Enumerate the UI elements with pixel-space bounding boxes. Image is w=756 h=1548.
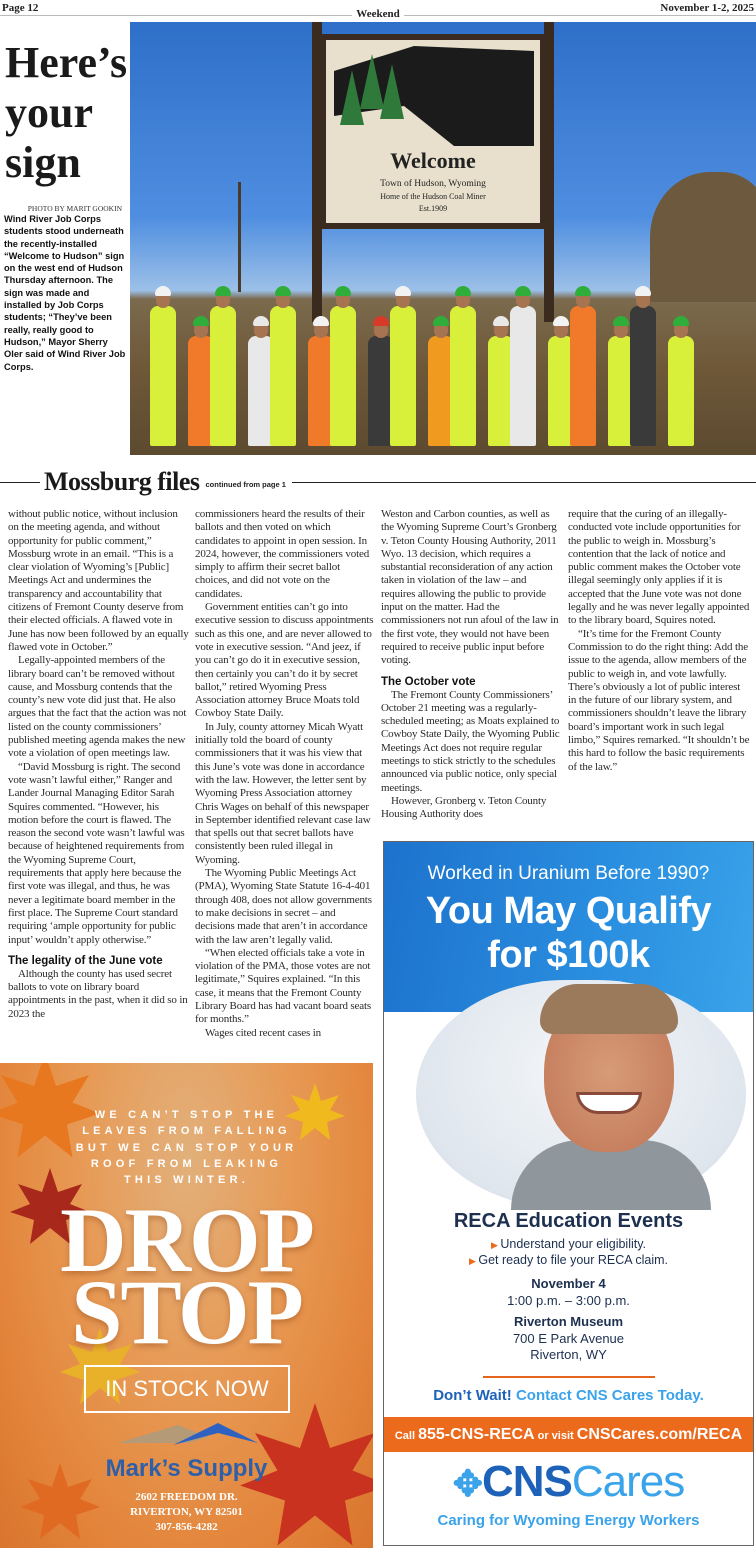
logo-text-a: CNS: [481, 1457, 572, 1506]
event-venue: Riverton Museum: [513, 1314, 624, 1329]
hardhat-icon: [433, 316, 449, 326]
bullet-item: [384, 1237, 753, 1251]
bullet-item: [384, 1253, 753, 1267]
article-column: [568, 508, 750, 774]
section-name: [0, 8, 756, 20]
mountain-logo-icon: [118, 1421, 258, 1447]
ad-headline: for $100k: [487, 934, 650, 976]
event-time: 1:00 p.m. – 3:00 p.m.: [507, 1293, 630, 1308]
ad-question: Worked in Uranium Before 1990?: [427, 863, 710, 884]
hardhat-icon: [455, 286, 471, 296]
hardhat-icon: [493, 316, 509, 326]
phone-link[interactable]: 855-CNS-RECA: [418, 1426, 535, 1443]
paragraph: The Wyoming Public Meetings Act (PMA), Wyoming State Statute 16-4-401 through 408, does not allow governments to make decisions in secret – and decisions made that aren’t in accordance with the law aren’t legally valid.: [195, 867, 372, 946]
brand-name: Mark’s Supply: [105, 1455, 268, 1482]
event-date: November 4: [531, 1276, 606, 1291]
paragraph: Wages cited recent cases in: [205, 1026, 322, 1039]
student-figure: [330, 306, 356, 446]
ad-headline: You May Qualify: [425, 890, 712, 932]
hardhat-icon: [635, 286, 651, 296]
section-rule: [0, 482, 40, 483]
ad-tagline: [0, 1107, 373, 1188]
feature-headline: [5, 38, 130, 188]
student-figure: [150, 306, 176, 446]
student-figure: [390, 306, 416, 446]
website-link[interactable]: CNSCares.com/RECA: [576, 1426, 743, 1443]
article-column: [195, 508, 377, 1040]
logo-tagline: Caring for Wyoming Energy Workers: [437, 1512, 700, 1529]
hardhat-icon: [275, 286, 291, 296]
hardhat-icon: [553, 316, 569, 326]
tagline-line: BUT WE CAN STOP YOUR: [75, 1141, 298, 1154]
hardhat-icon: [335, 286, 351, 296]
trees: [650, 172, 756, 302]
paragraph: The Fremont County Commissioners’ October 21 meeting was a regularly-scheduled meeting; as Moats explained to Cowboy State Daily, the Wyoming Public Meetings Act does not require regular meetings to stick strictly to the schedules announced via public notice, only special meetings.: [381, 688, 560, 794]
utility-pole: [238, 182, 241, 292]
contact-bar[interactable]: [384, 1417, 753, 1452]
in-stock-button[interactable]: IN STOCK NOW: [84, 1365, 290, 1413]
paragraph: In July, county attorney Micah Wyatt initially told the board of county commissioners that it was his view that this June’s vote was done in accordance with the law. However, the letter sent by Wyoming Press Association attorney Chris Wages on behalf of this newspaper in September identified relevant case law that spells out that secret ballots have consistently been ruled illegal in Wyoming.: [195, 720, 371, 866]
issue-date: November 1-2, 2025: [660, 2, 754, 14]
hardhat-icon: [575, 286, 591, 296]
photo-caption: Wind River Job Corps students stood underneath the recently-installed “Welcome to Hudson” sign on the west end of Hudson Thursday afternoon. The sign was made and installed by Job Corps students; “They’ve been really, really good to Hudson,” Mayor Sherry Oler said of Wind River Job Corps.: [4, 214, 126, 372]
cta-bold: Don’t Wait!: [433, 1387, 512, 1404]
hardhat-icon: [253, 316, 269, 326]
bullet-text: Get ready to file your RECA claim.: [478, 1253, 669, 1267]
portrait-hair: [540, 984, 678, 1034]
event-street: 700 E Park Avenue: [512, 1331, 625, 1346]
triangle-bullet-icon: ▶: [468, 1256, 479, 1266]
article-section-title: Mossburg files: [44, 467, 200, 496]
tagline-line: LEAVES FROM FALLING: [82, 1125, 291, 1138]
sign-home: Home of the Hudson Coal Miner: [380, 192, 486, 201]
call-label: Call: [394, 1430, 416, 1442]
section-rule: [292, 482, 756, 483]
store-city: RIVERTON, WY 82501: [130, 1506, 243, 1518]
article-section-header: [0, 467, 756, 497]
paragraph: Although the county has used secret ballots to vote on library board appointments in the past, when it did so in 2023 the: [8, 967, 188, 1020]
cns-cares-ad[interactable]: [383, 841, 754, 1546]
tagline-line: THIS WINTER.: [124, 1174, 249, 1187]
hardhat-icon: [155, 286, 171, 296]
product-name-line1: DROP: [60, 1189, 313, 1291]
cta-line: [384, 1387, 753, 1404]
paragraph: Government entities can’t go into executive session to discuss appointments such as this one, and are never allowed to vote in executive session. “And jeez, if you can’t go do it in executive session, then certainly you can’t do it by secret ballot,” retired Wyoming Press Association attorney Bruce Moats told Cowboy State Daily.: [195, 601, 374, 720]
hardhat-icon: [613, 316, 629, 326]
hardhat-icon: [515, 286, 531, 296]
product-name-line2: STOP: [71, 1261, 302, 1363]
photo-credit: PHOTO BY MARIT GOOKIN: [27, 204, 122, 213]
cta-text: Contact CNS Cares Today.: [515, 1387, 704, 1404]
paragraph: Legally-appointed members of the library board can’t be removed without cause, and Mossburg contends that the county’s new vote did just that. He also argues that the fact that the action was not listed on the county commissioners’ published meeting agenda makes the new vote a violation of open meetings law.: [8, 654, 187, 760]
paragraph: “It’s time for the Fremont County Commission to do the right thing: Add the issue to the agenda, allow members of the public to weigh in, and vote lawfully. There’s obviously a lot of public interest in the future of our library system, and commissioners shouldn’t leave the library board’s important work in such legal limbo,” Squires remarked. “It shouldn’t be this hard to follow the basic requirements of the law.”: [568, 627, 750, 773]
events-title: RECA Education Events: [453, 1210, 684, 1232]
student-figure: [210, 306, 236, 446]
paragraph: “David Mossburg is right. The second vote wasn’t lawful either,” Ranger and Lander Journal Managing Editor Sarah Squires commented. “However, his motion before the court is flawed. The reason the second vote wasn’t lawful was because of heightened requirements from the Wyoming Supreme Court, requirements that apply here because the first vote was illegal, and thus, he was never a legitimate board member in the first place. The Supreme Court standard requiring ‘ample opportunity for public input’ wouldn’t apply otherwise.”: [8, 760, 185, 946]
paragraph: without public notice, without inclusion on the meeting agenda, and without opportunity for public comment,” Mossburg wrote in an email. “This is a clear violation of Wyoming’s [Public] Meetings Act and undermines the transparency and accountability that citizens of Fremont County deserve from their elected officials. A flawed vote in June has now been followed by an equally flawed vote in October.”: [8, 508, 189, 653]
student-figure: [450, 306, 476, 446]
continued-note: continued from page 1: [205, 480, 286, 489]
sign-town: Town of Hudson, Wyoming: [380, 179, 486, 189]
welcome-sign: [320, 34, 546, 229]
subheading: The October vote: [381, 675, 476, 688]
divider: [483, 1376, 655, 1378]
student-figure: [630, 306, 656, 446]
hardhat-icon: [313, 316, 329, 326]
store-address: 2602 FREEDOM DR.: [135, 1491, 238, 1503]
sign-est: Est.1909: [418, 204, 448, 213]
cross-logo-icon: ✥: [452, 1463, 482, 1504]
paragraph: However, Gronberg v. Teton County Housing Authority does: [381, 794, 547, 821]
article-column: [8, 508, 190, 1021]
or-visit-label: or visit: [537, 1430, 574, 1442]
dropstop-ad[interactable]: [0, 1063, 373, 1548]
paragraph: “When elected officials take a vote in violation of the PMA, those votes are not legitimate,” Squires explained. “In this case, it means that the Fremont County Library Board has had vacant board seats for months.”: [195, 946, 372, 1026]
student-figure: [570, 306, 596, 446]
headline-line: your: [5, 88, 93, 137]
tagline-line: ROOF FROM LEAKING: [90, 1157, 283, 1170]
hardhat-icon: [673, 316, 689, 326]
subheading: The legality of the June vote: [8, 954, 163, 967]
portrait-photo: [416, 980, 746, 1208]
event-city: Riverton, WY: [530, 1347, 607, 1362]
headline-line: sign: [5, 138, 81, 187]
paragraph: require that the curing of an illegally-conducted vote include opportunities for the public to weigh in. Mossburg’s contention that the lack of notice and public comment makes the October vote illegal seemingly only applies if it is accepted that the June vote was not done legally and he was never legally appointed to the library board, Squires noted.: [568, 508, 750, 627]
hardhat-icon: [215, 286, 231, 296]
paragraph: Weston and Carbon counties, as well as the Wyoming Supreme Court’s Gronberg v. Teton County Housing Authority, 2011 Wyo. 13 decision, which requires a substantial reconsideration of any action taken in violation of the law – and requires allowing the public to provide input on the matter. Had the commissioners not run afoul of the law in the first vote, they would not have been required to receive public input before voting.: [381, 508, 559, 667]
student-figure: [668, 336, 694, 446]
sign-welcome: Welcome: [390, 148, 476, 173]
hardhat-icon: [193, 316, 209, 326]
tagline-line: WE CAN’T STOP THE: [94, 1109, 279, 1121]
article-column: [381, 508, 563, 822]
cns-cares-logo: [384, 1458, 753, 1508]
store-phone: 307-856-4282: [155, 1521, 218, 1533]
logo-text-b: Cares: [571, 1457, 685, 1506]
student-figure: [270, 306, 296, 446]
hardhat-icon: [395, 286, 411, 296]
hardhat-icon: [373, 316, 389, 326]
triangle-bullet-icon: ▶: [490, 1240, 501, 1250]
section-label: Weekend: [352, 8, 403, 20]
page-number: Page 12: [2, 2, 39, 14]
bullet-text: Understand your eligibility.: [500, 1237, 647, 1251]
paragraph: commissioners heard the results of their ballots and then voted on which candidates to appoint in open session. In 2024, however, the commissioners voted simply to affirm their secret ballot choices, and did not vote on the candidates.: [195, 508, 370, 600]
tree-icon: [380, 64, 404, 119]
headline-line: Here’s: [5, 38, 128, 87]
feature-photo: [130, 22, 756, 455]
student-figure: [510, 306, 536, 446]
